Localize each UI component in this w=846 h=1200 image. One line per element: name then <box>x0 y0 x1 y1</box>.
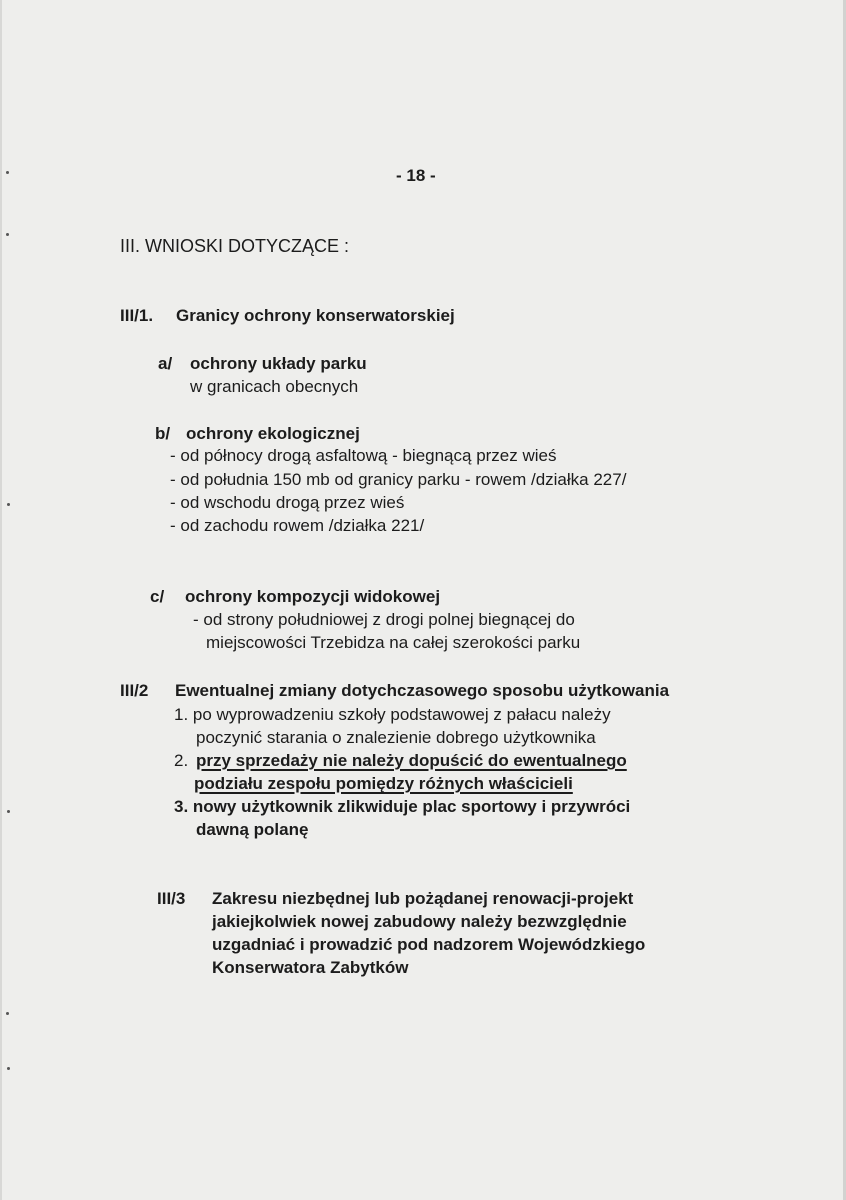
section-3-line-2: jakiejkolwiek nowej zabudowy należy bezwzględnie <box>212 912 627 931</box>
section-2-title: Ewentualnej zmiany dotychczasowego sposobu użytkowania <box>175 681 670 700</box>
section-3-line-3: uzgadniać i prowadzić pod nadzorem Wojewódzkiego <box>212 935 646 954</box>
item-b-title: ochrony ekologicznej <box>186 424 360 443</box>
item-a-label: a/ <box>158 354 173 373</box>
section-3-number: III/3 <box>157 889 186 908</box>
scan-speck <box>7 503 10 506</box>
item-c-line-1: - od strony południowej z drogi polnej biegnącej do <box>193 610 575 629</box>
item-b-bullet-1: - od północy drogą asfaltową - biegnącą przez wieś <box>170 446 557 465</box>
page-number: - 18 - <box>396 166 436 185</box>
section-2-item-3-line-2: dawną polanę <box>196 820 309 839</box>
item-b-bullet-4: - od zachodu rowem /działka 221/ <box>170 516 425 535</box>
section-2-item-2-number: 2. <box>174 751 189 770</box>
section-3-line-1: Zakresu niezbędnej lub pożądanej renowacji-projekt <box>212 889 634 908</box>
item-b-label: b/ <box>155 424 171 443</box>
item-a-line: w granicach obecnych <box>190 377 359 396</box>
section-1-number: III/1. <box>120 306 154 325</box>
section-2-item-2-line-1: przy sprzedaży nie należy dopuścić do ewentualnego <box>196 751 627 770</box>
item-c-title: ochrony kompozycji widokowej <box>185 587 441 606</box>
item-a-title: ochrony układy parku <box>190 354 367 373</box>
section-1-title: Granicy ochrony konserwatorskiej <box>176 306 455 325</box>
section-2-item-1-line-1: 1. po wyprowadzeniu szkoły podstawowej z pałacu należy <box>174 705 611 724</box>
scan-speck <box>7 1067 10 1070</box>
section-heading: III. WNIOSKI DOTYCZĄCE : <box>120 236 350 256</box>
scan-speck <box>7 810 10 813</box>
section-2-item-3-line-1: 3. nowy użytkownik zlikwiduje plac sportowy i przywróci <box>174 797 631 816</box>
section-3-line-4: Konserwatora Zabytków <box>212 958 409 977</box>
section-2-item-2-line-2: podziału zespołu pomiędzy różnych właścicieli <box>194 774 573 793</box>
item-c-line-2: miejscowości Trzebidza na całej szerokości parku <box>206 633 581 652</box>
scan-speck <box>6 233 9 236</box>
item-b-bullet-2: - od południa 150 mb od granicy parku - rowem /działka 227/ <box>170 470 627 489</box>
section-2-number: III/2 <box>120 681 149 700</box>
scan-speck <box>6 171 9 174</box>
section-2-item-1-line-2: poczynić starania o znalezienie dobrego użytkownika <box>196 728 596 747</box>
item-b-bullet-3: - od wschodu drogą przez wieś <box>170 493 405 512</box>
scan-speck <box>6 1012 9 1015</box>
item-c-label: c/ <box>150 587 165 606</box>
scan-edge-left <box>0 0 2 1200</box>
